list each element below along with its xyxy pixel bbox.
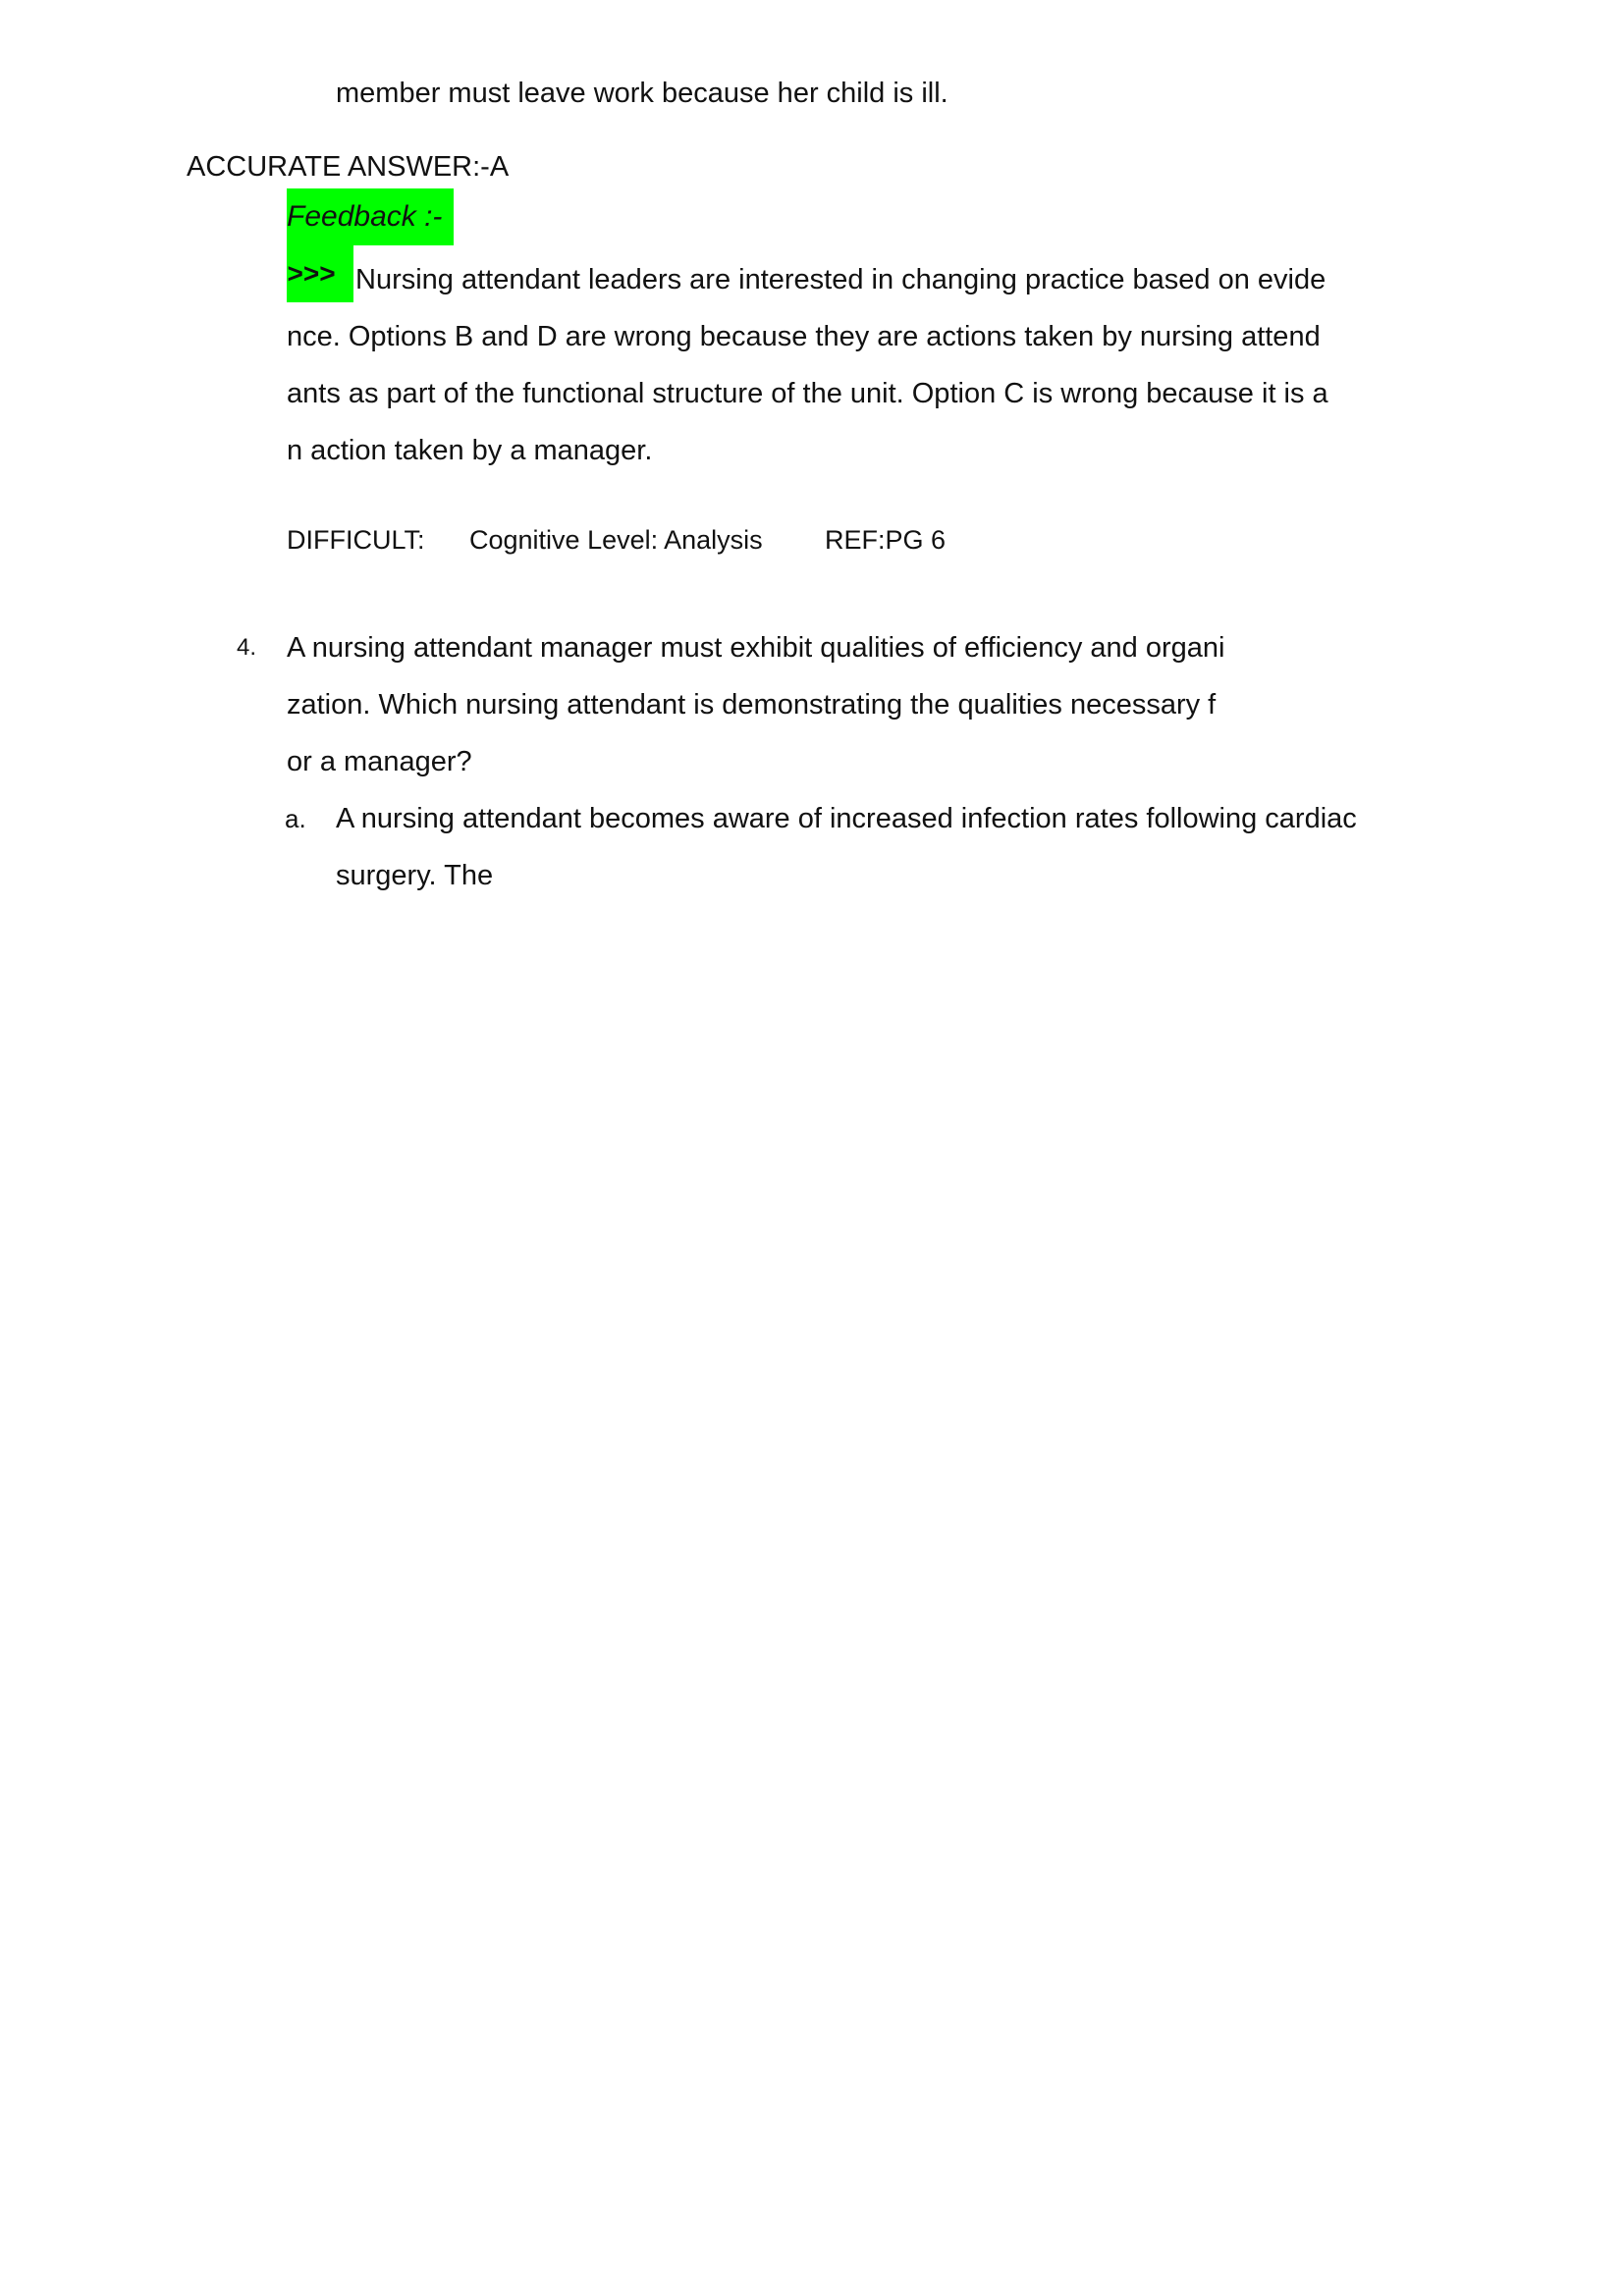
question-line: zation. Which nursing attendant is demonstrating the qualities necessary f [287, 689, 1217, 721]
feedback-line: Nursing attendant leaders are interested in changing practice based on evide [355, 264, 1326, 295]
option-line: surgery. The [336, 860, 494, 891]
feedback-label: Feedback :- [287, 188, 454, 245]
question-line: A nursing attendant manager must exhibit qualities of efficiency and organi [287, 632, 1225, 664]
question-line: or a manager? [287, 746, 472, 777]
difficulty-label: DIFFICULT: [287, 525, 425, 555]
accurate-answer: ACCURATE ANSWER:-A [187, 151, 510, 183]
feedback-marker: >>> [287, 245, 353, 302]
feedback-line: nce. Options B and D are wrong because they are actions taken by nursing attend [287, 321, 1321, 352]
feedback-line: n action taken by a manager. [287, 435, 653, 466]
option-line: A nursing attendant becomes aware of increased infection rates following cardiac [336, 803, 1357, 834]
feedback-line: ants as part of the functional structure of the unit. Option C is wrong because it is a [287, 378, 1328, 409]
option-letter: a. [285, 804, 306, 833]
previous-option-tail: member must leave work because her child is ill. [336, 78, 948, 109]
reference: REF:PG 6 [825, 525, 947, 555]
question-number: 4. [237, 634, 257, 661]
cognitive-level: Cognitive Level: Analysis [469, 525, 763, 555]
